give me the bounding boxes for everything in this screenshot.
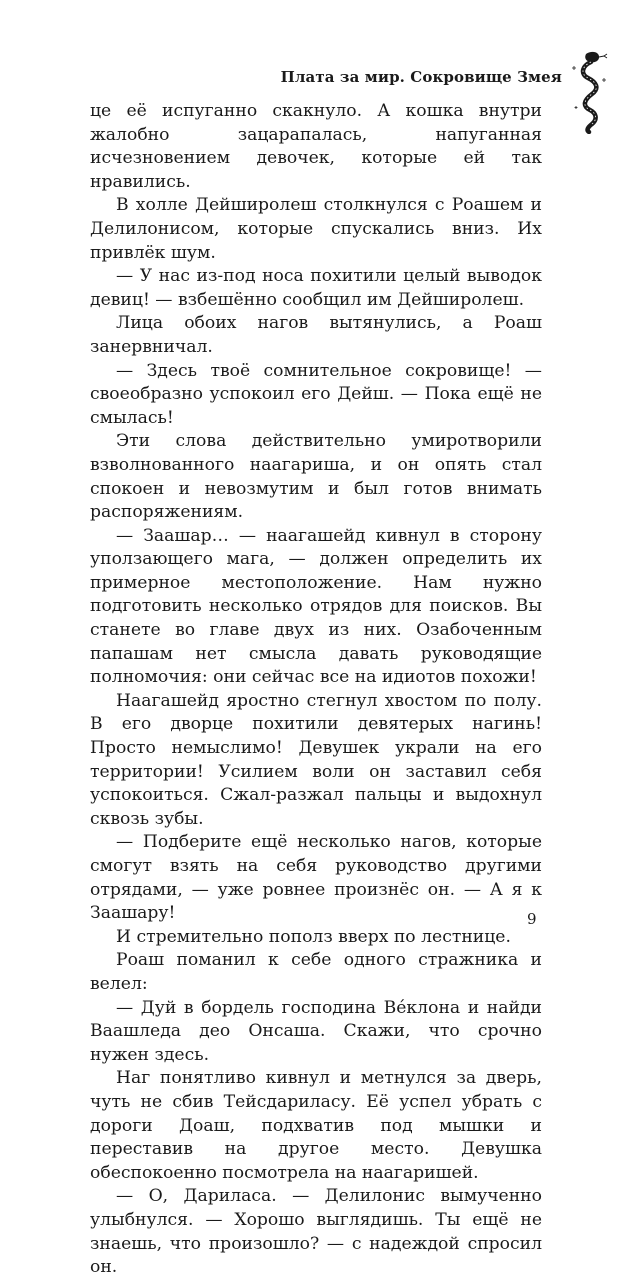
paragraph: — Подберите ещё несколько нагов, которые смогут взять на себя руководство другими отрядами, — уже ровнее произнёс он. — А я к Заашару! [90, 832, 542, 924]
paragraph: це её испуганно скакнуло. А кошка внутри жалобно зацарапалась, напуганная исчезновением девочек, которые ей так нравились. [90, 101, 542, 192]
paragraph: Роаш поманил к себе одного стражника и велел: [90, 950, 542, 994]
paragraph: — Здесь твоё сомнительное сокровище! — своеобразно успокоил его Дейш. — Пока ещё не смылась! [90, 360, 542, 428]
paragraph: — У нас из-под носа похитили целый выводок девиц! — взбешённо сообщил им Дейширолеш. [90, 266, 542, 310]
paragraph: Лица обоих нагов вытянулись, а Роаш занервничал. [90, 313, 542, 357]
paragraph: В холле Дейширолеш столкнулся с Роашем и Делилонисом, которые спускались вниз. Их привлёк шум. [90, 195, 542, 263]
snake-icon [564, 44, 614, 134]
paragraph: — О, Дариласа. — Делилонис вымученно улыбнулся. — Хорошо выглядишь. Ты ещё не знаешь, что произошло? — с надеждой спросил он. [90, 1186, 542, 1278]
paragraph: Наагашейд яростно стегнул хвостом по полу. В его дворце похитили девятерых нагинь! Просто немыслимо! Девушек украли на его территории! Усилием воли он заставил себя успокоиться. Сжал-разжал пальцы и выдохнул сквозь зубы. [90, 690, 542, 829]
paragraph: — Заашар… — наагашейд кивнул в сторону уползающего мага, — должен определить их примерное местоположение. Нам нужно подготовить несколько отрядов для поисков. Вы станете во главе двух из них. Озабоченным папашам нет смысла давать руководящие полномочия: они сейчас все на идиотов похожи! [90, 525, 542, 688]
paragraph: И стремительно пополз вверх по лестнице. [116, 926, 511, 947]
running-header: Плата за мир. Сокровище Змея [280, 68, 562, 86]
page-number: 9 [527, 910, 537, 928]
body-text [90, 100, 542, 1280]
paragraph: Эти слова действительно умиротворили взволнованного наагариша, и он опять стал спокоен и невозмутим и был готов внимать распоряжениям. [90, 431, 542, 523]
paragraph: Наг понятливо кивнул и метнулся за дверь, чуть не сбив Тейсдариласу. Её успел убрать с дороги Доаш, подхватив под мышки и переставив на другое место. Девушка обеспокоенно посмотрела на наагаришей. [90, 1068, 542, 1183]
paragraph: — Дуй в бордель господина Вéклона и найди Ваашледа део Онсаша. Скажи, что срочно нужен здесь. [90, 997, 542, 1065]
